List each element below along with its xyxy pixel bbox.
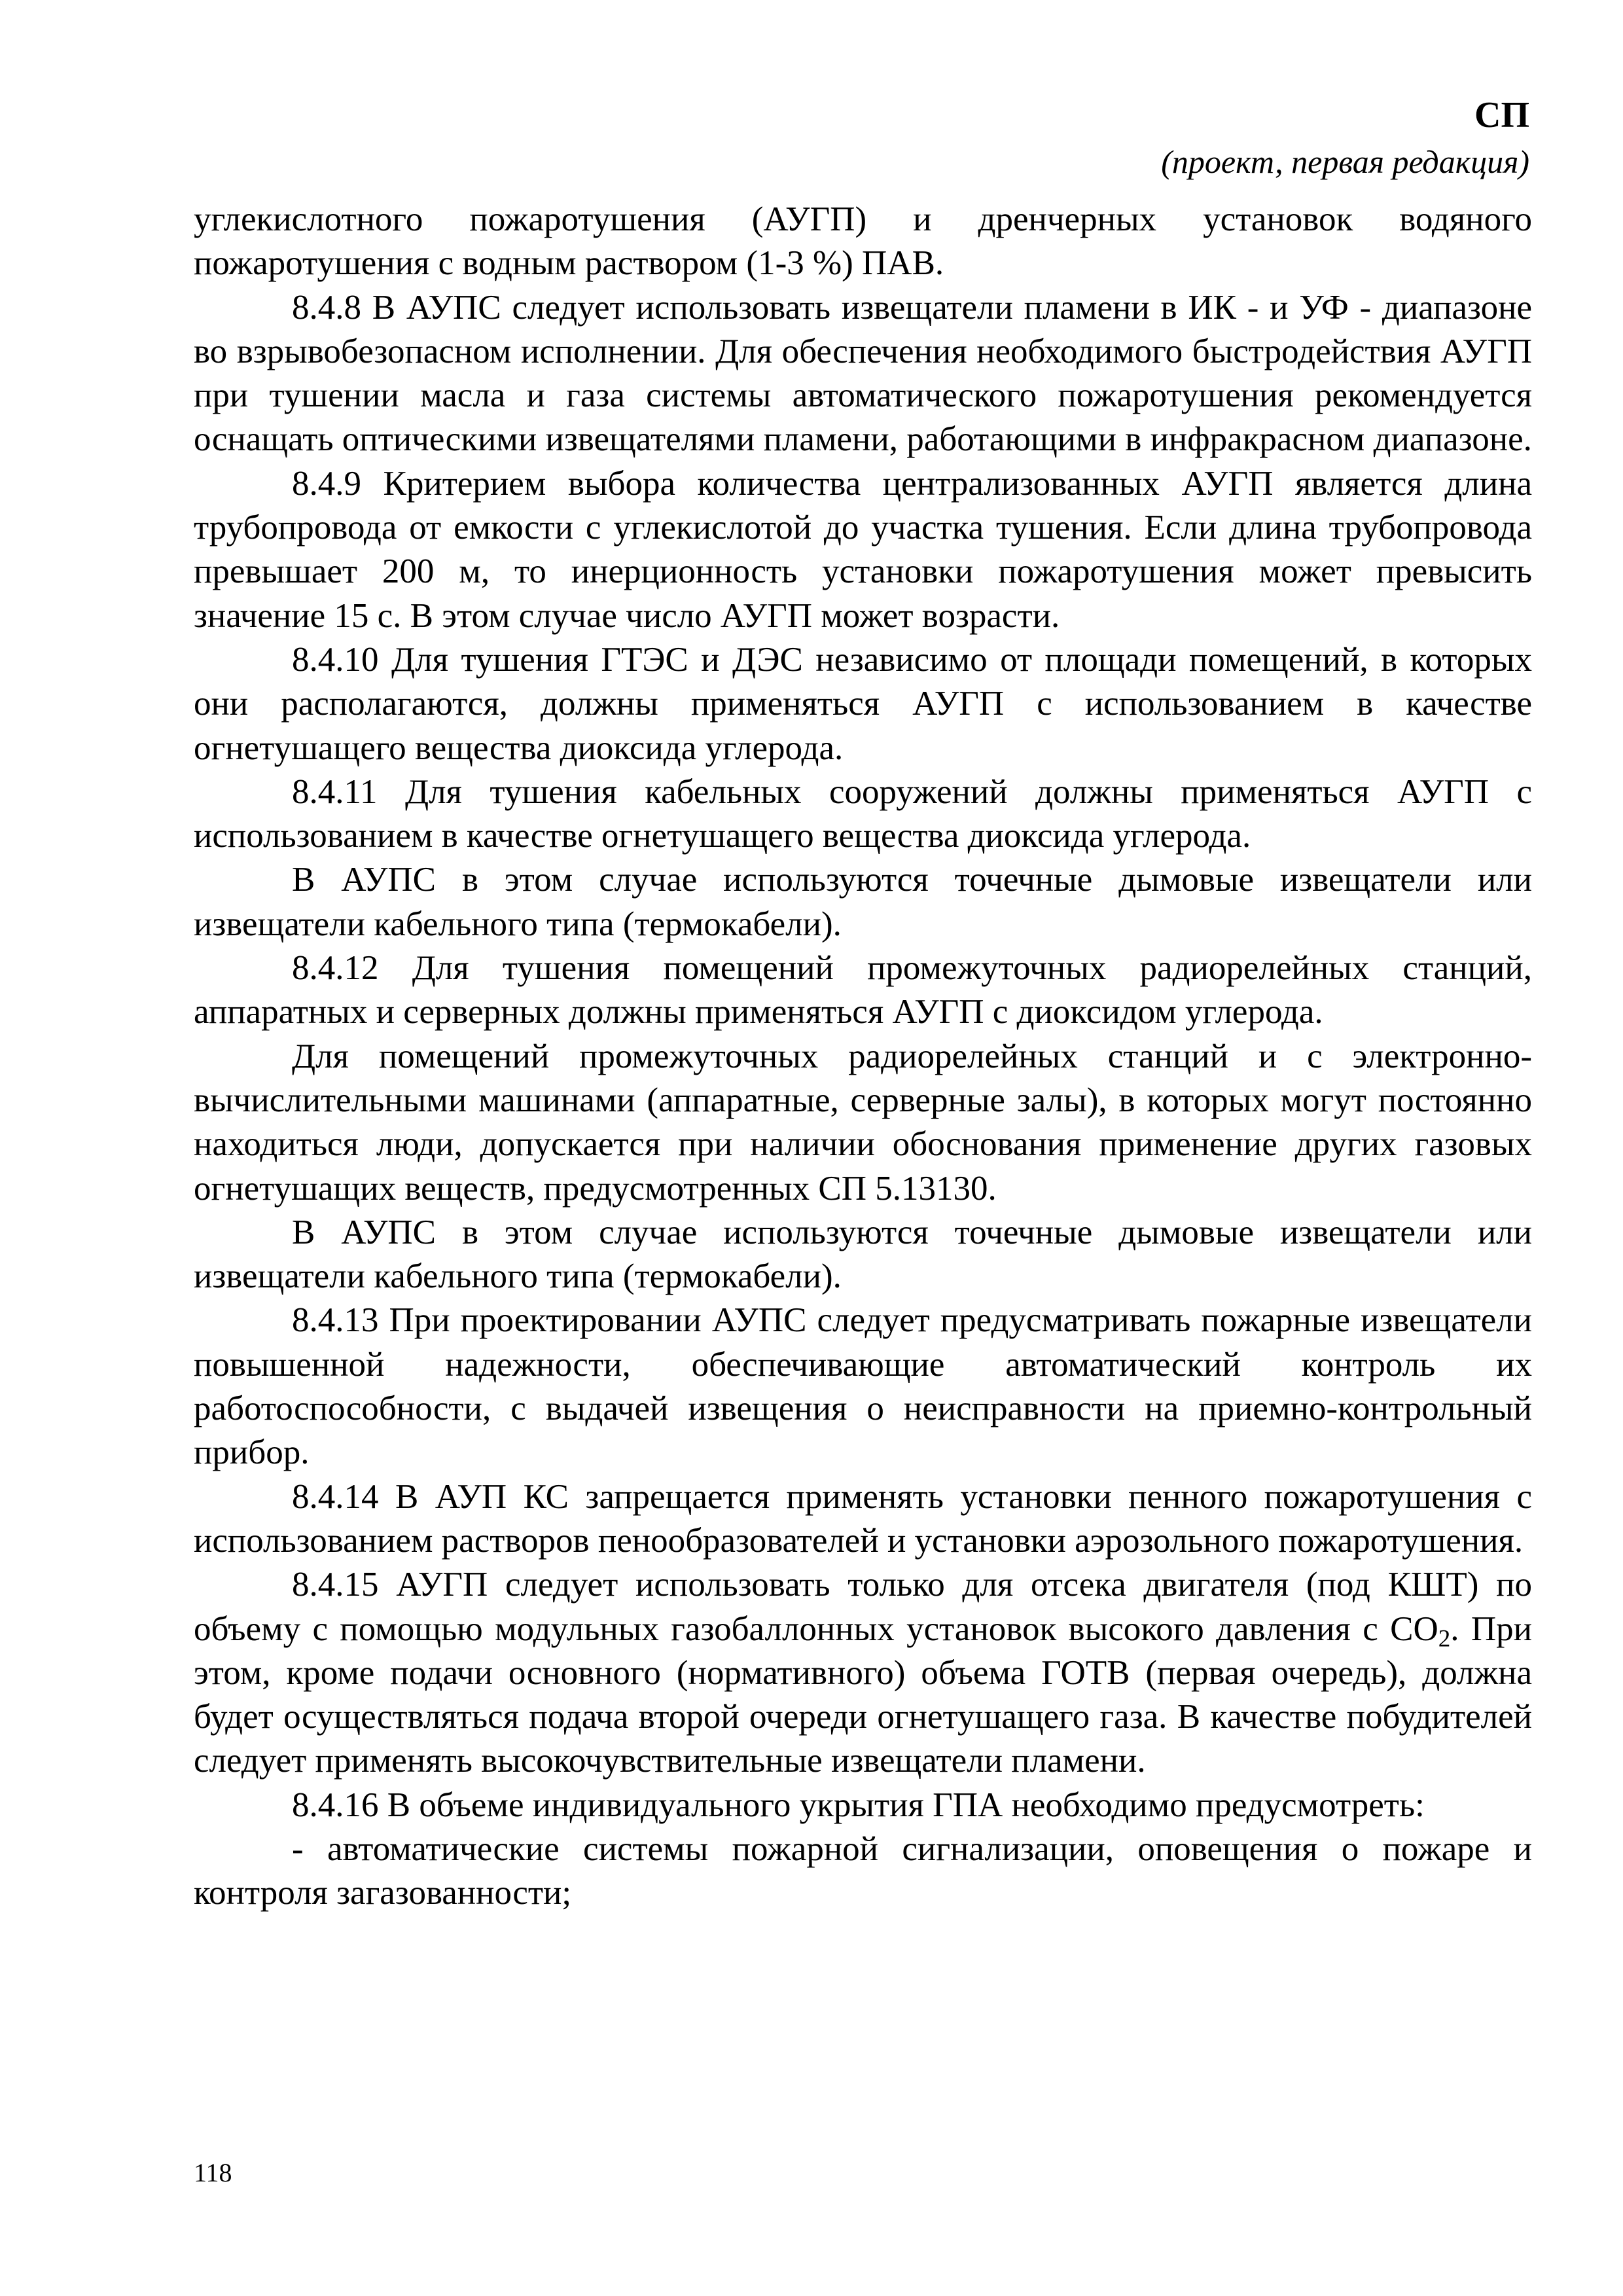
paragraph-continuation: углекислотного пожаротушения (АУГП) и дренчерных установок водяного пожаротушения с водным раствором (1-3 %) ПАВ. [194, 200, 1532, 283]
clause-8-4-13: 8.4.13 При проектировании АУПС следует предусматривать пожарные извещатели повышенной надежности, обеспечивающие автоматический контроль их работоспособности, с выдачей извещения о неисправности на приемно-контрольный прибор. [194, 1301, 1532, 1472]
clause-8-4-15-text-a: 8.4.15 АУГП следует использовать только для отсека двигателя (под КШТ) по объему с помощью модульных газобаллонных установок высокого давления с СО [194, 1566, 1532, 1648]
page-number: 118 [194, 2158, 232, 2187]
clause-8-4-11: 8.4.11 Для тушения кабельных сооружений должны применяться АУГП с использованием в качестве огнетушащего вещества диоксида углерода. [194, 772, 1532, 855]
list-item-fire-alarm: - автоматические системы пожарной сигнализации, оповещения о пожаре и контроля загазованности; [194, 1829, 1532, 1912]
co2-subscript: 2 [1438, 1624, 1451, 1652]
document-body [194, 198, 1532, 1916]
clause-8-4-15 [194, 1563, 1532, 1783]
clause-8-4-14: 8.4.14 В АУП КС запрещается применять установки пенного пожаротушения с использованием растворов пенообразователей и установки аэрозольного пожаротушения. [194, 1477, 1532, 1560]
clause-8-4-10: 8.4.10 Для тушения ГТЭС и ДЭС независимо от площади помещений, в которых они располагаются, должны применяться АУГП с использованием в качестве огнетушащего вещества диоксида углерода. [194, 640, 1532, 767]
document-status: (проект, первая редакция) [1161, 143, 1529, 180]
clause-8-4-9: 8.4.9 Критерием выбора количества централизованных АУГП является длина трубопровода от емкости с углекислотой до участка тушения. Если длина трубопровода превышает 200 м, то инерционность установки пожаротушения может превысить значение 15 с. В этом случае число АУГП может возрасти. [194, 464, 1532, 635]
document-code: СП [1474, 95, 1529, 135]
clause-8-4-11-note: В АУПС в этом случае используются точечные дымовые извещатели или извещатели кабельного типа (термокабели). [194, 861, 1532, 943]
clause-8-4-16: 8.4.16 В объеме индивидуального укрытия ГПА необходимо предусмотреть: [292, 1785, 1425, 1824]
clause-8-4-15-text-b: . При этом, кроме подачи основного (нормативного) объема ГОТВ (первая очередь), должна будет осуществляться подача второй очереди огнетушащего газа. В качестве побудителей следует применять высокочувствительные извещатели пламени. [194, 1609, 1533, 1780]
clause-8-4-12-note: В АУПС в этом случае используются точечные дымовые извещатели или извещатели кабельного типа (термокабели). [194, 1213, 1532, 1296]
clause-8-4-8: 8.4.8 В АУПС следует использовать извещатели пламени в ИК - и УФ - диапазоне во взрывобезопасном исполнении. Для обеспечения необходимого быстродействия АУГП при тушении масла и газа системы автоматического пожаротушения рекомендуется оснащать оптическими извещателями пламени, работающими в инфракрасном диапазоне. [194, 288, 1532, 459]
clause-8-4-12-rooms: Для помещений промежуточных радиорелейных станций и с электронно-вычислительными машинами (аппаратные, серверные залы), в которых могут постоянно находиться люди, допускается при наличии обоснования применение других газовых огнетушащих веществ, предусмотренных СП 5.13130. [194, 1037, 1532, 1208]
clause-8-4-12: 8.4.12 Для тушения помещений промежуточных радиорелейных станций, аппаратных и серверных должны применяться АУГП с диоксидом углерода. [194, 949, 1532, 1031]
